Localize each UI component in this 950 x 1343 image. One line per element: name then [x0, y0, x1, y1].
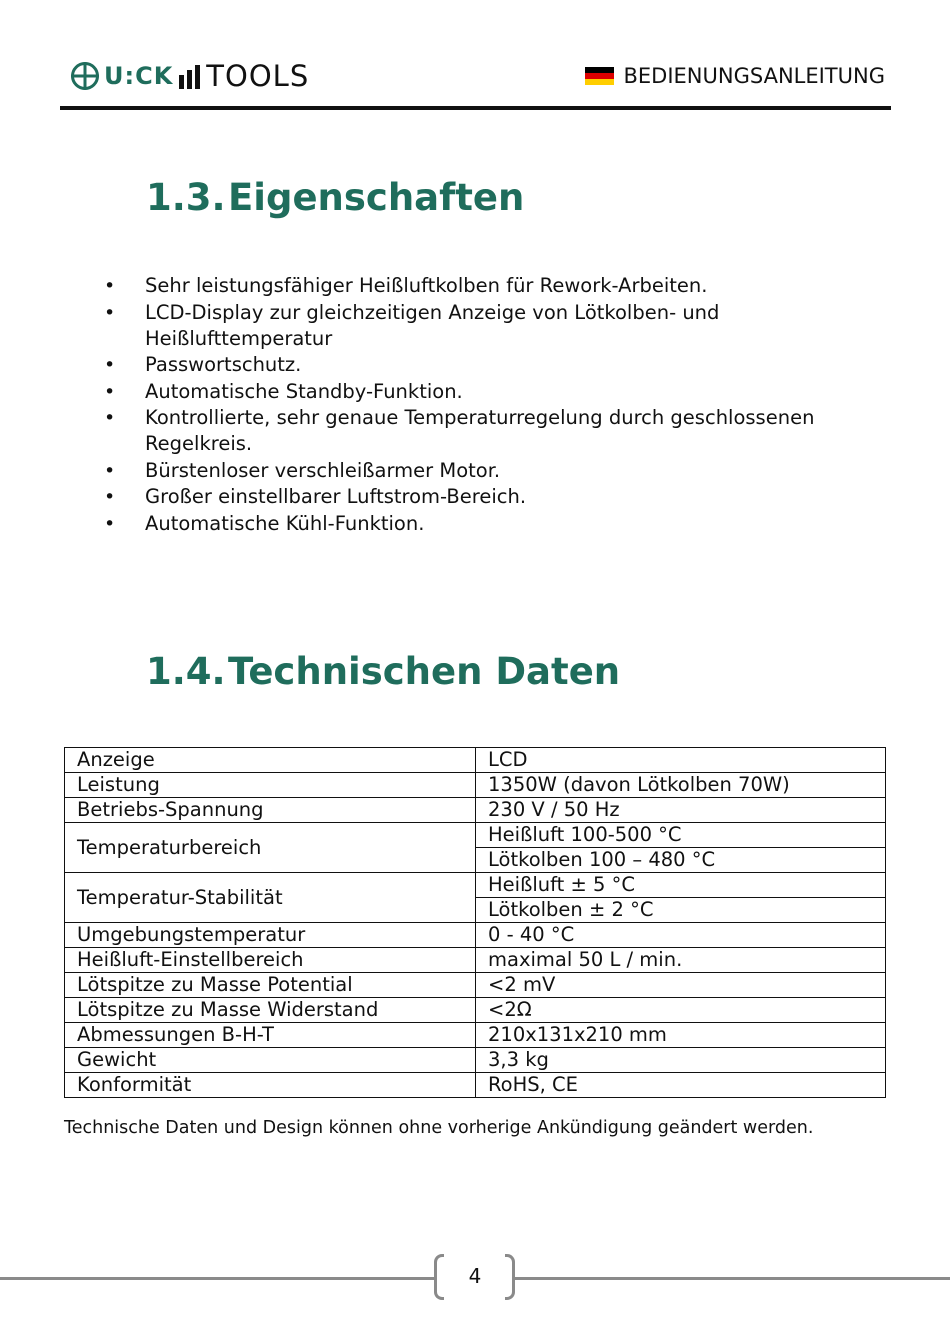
spec-label: Gewicht: [65, 1048, 476, 1073]
table-row: [65, 748, 886, 773]
page-number-bracket-right: [505, 1254, 515, 1300]
spec-label: Umgebungstemperatur: [65, 923, 476, 948]
spec-value: <2Ω: [476, 998, 886, 1023]
table-row: [65, 948, 886, 973]
table-row: [65, 973, 886, 998]
section-number: 1.4.: [146, 650, 226, 693]
spec-value: <2 mV: [476, 973, 886, 998]
table-row: [65, 873, 886, 898]
footer-rule-left: [0, 1277, 436, 1280]
page-header: [60, 52, 891, 110]
list-item: • Sehr leistungsfähiger Heißluftkolben für Rework-Arbeiten.: [104, 273, 874, 299]
table-row: [65, 1023, 886, 1048]
section-heading-specs: [146, 650, 620, 693]
table-row: [65, 923, 886, 948]
section-title: Technischen Daten: [228, 650, 621, 693]
footer-rule-right: [513, 1277, 950, 1280]
crosshair-logo-icon: [70, 61, 100, 91]
spec-label: Konformität: [65, 1073, 476, 1098]
spec-label: Lötspitze zu Masse Potential: [65, 973, 476, 998]
list-item: • Großer einstellbarer Luftstrom-Bereich.: [104, 484, 874, 510]
section-number: 1.3.: [146, 176, 226, 219]
spec-label: Leistung: [65, 773, 476, 798]
spec-value: RoHS, CE: [476, 1073, 886, 1098]
specs-table: [64, 747, 886, 1098]
spec-label: Heißluft-Einstellbereich: [65, 948, 476, 973]
logo-bars-icon: [179, 63, 200, 89]
spec-label: Lötspitze zu Masse Widerstand: [65, 998, 476, 1023]
spec-label: Abmessungen B-H-T: [65, 1023, 476, 1048]
spec-label: Temperatur-Stabilität: [65, 873, 476, 923]
list-item: • Automatische Standby-Funktion.: [104, 379, 874, 405]
spec-value: LCD: [476, 748, 886, 773]
table-row: [65, 1073, 886, 1098]
list-item: • Kontrollierte, sehr genaue Temperaturregelung durch geschlossenen Regelkreis.: [104, 405, 874, 457]
german-flag-icon: [585, 67, 614, 85]
list-item: • LCD-Display zur gleichzeitigen Anzeige von Lötkolben- und Heißlufttemperatur: [104, 300, 874, 352]
section-heading-features: [146, 176, 524, 219]
feature-list: [104, 273, 874, 537]
spec-value: Lötkolben ± 2 °C: [476, 898, 886, 923]
logo-text-right: TOOLS: [206, 59, 310, 93]
page-number-bracket-left: [434, 1254, 444, 1300]
table-row: [65, 998, 886, 1023]
document-type-label: BEDIENUNGSANLEITUNG: [623, 64, 885, 88]
spec-value: maximal 50 L / min.: [476, 948, 886, 973]
spec-label: Anzeige: [65, 748, 476, 773]
spec-value: Heißluft ± 5 °C: [476, 873, 886, 898]
page-number: 4: [468, 1264, 482, 1288]
header-divider: [60, 106, 891, 110]
spec-value: 3,3 kg: [476, 1048, 886, 1073]
table-row: [65, 773, 886, 798]
table-row: [65, 798, 886, 823]
table-row: [65, 1048, 886, 1073]
spec-value: 210x131x210 mm: [476, 1023, 886, 1048]
spec-value: 230 V / 50 Hz: [476, 798, 886, 823]
quicktools-logo: [70, 56, 309, 96]
table-row: [65, 823, 886, 848]
logo-text-left: U:CK: [104, 62, 174, 90]
spec-label: Betriebs-Spannung: [65, 798, 476, 823]
list-item: • Automatische Kühl-Funktion.: [104, 511, 874, 537]
spec-value: Lötkolben 100 – 480 °C: [476, 848, 886, 873]
specs-disclaimer: Technische Daten und Design können ohne vorherige Ankündigung geändert werden.: [64, 1118, 814, 1138]
list-item: • Passwortschutz.: [104, 352, 874, 378]
document-type: [585, 64, 885, 88]
section-title: Eigenschaften: [228, 176, 525, 219]
spec-value: Heißluft 100-500 °C: [476, 823, 886, 848]
list-item: • Bürstenloser verschleißarmer Motor.: [104, 458, 874, 484]
spec-label: Temperaturbereich: [65, 823, 476, 873]
spec-value: 0 - 40 °C: [476, 923, 886, 948]
spec-value: 1350W (davon Lötkolben 70W): [476, 773, 886, 798]
